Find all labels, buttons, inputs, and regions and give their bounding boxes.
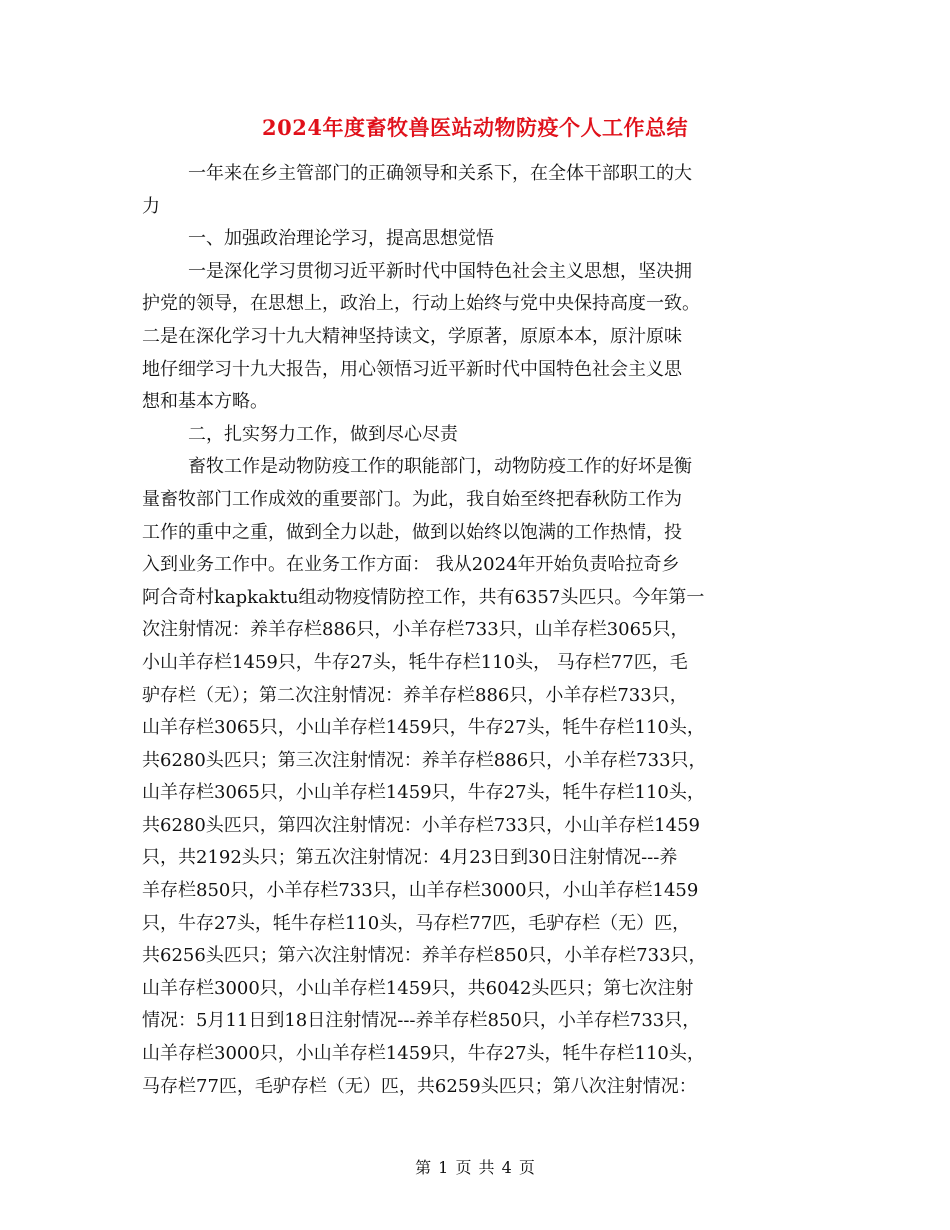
paragraph-line: 一年来在乡主管部门的正确领导和关系下，在全体干部职工的大 (188, 163, 692, 184)
paragraph-line: 羊存栏850只，小羊存栏733只，山羊存栏3000只，小山羊存栏1459 (142, 880, 699, 902)
paragraph-line: 入到业务工作中。在业务工作方面： 我从2024年开始负责哈拉奇乡 (142, 554, 680, 576)
paragraph-line: 驴存栏（无）；第二次注射情况：养羊存栏886只，小羊存栏733只， (142, 684, 688, 706)
paragraph-line: 只，牛存27头，牦牛存栏110头，马存栏77匹，毛驴存栏（无）匹， (142, 912, 691, 934)
paragraph-line: 小山羊存栏1459只，牛存27头，牦牛存栏110头， 马存栏77匹，毛 (142, 651, 688, 673)
paragraph-line: 情况：5月11日到18日注射情况---养羊存栏850只，小羊存栏733只， (142, 1010, 701, 1032)
paragraph-line: 地仔细学习十九大报告，用心领悟习近平新时代中国特色社会主义思 (142, 358, 682, 380)
paragraph-line: 工作的重中之重，做到全力以赴，做到以始终以饱满的工作热情，投 (142, 521, 682, 543)
page-footer: 第 1 页 共 4 页 (415, 1158, 535, 1177)
paragraph-line: 马存栏77匹，毛驴存栏（无）匹，共6259头匹只；第八次注射情况： (142, 1075, 697, 1097)
document-body (142, 158, 812, 1103)
paragraph-line: 只，共2192头只；第五次注射情况：4月23日到30日注射情况---养 (142, 847, 678, 869)
paragraph-line: 力 (142, 195, 160, 217)
paragraph-line: 山羊存栏3000只，小山羊存栏1459只，牛存27头，牦牛存栏110头， (142, 1043, 705, 1065)
paragraph-line: 山羊存栏3065只，小山羊存栏1459只，牛存27头，牦牛存栏110头， (142, 782, 705, 804)
paragraph-line: 共6280头匹只，第四次注射情况：小羊存栏733只，小山羊存栏1459 (142, 814, 700, 836)
paragraph-line: 山羊存栏3000只，小山羊存栏1459只，共6042头匹只；第七次注射 (142, 977, 694, 999)
paragraph-line: 量畜牧部门工作成效的重要部门。为此，我自始至终把春秋防工作为 (142, 488, 682, 510)
section-heading: 二，扎实努力工作，做到尽心尽责 (188, 423, 458, 445)
paragraph-line: 次注射情况：养羊存栏886只，小羊存栏733只，山羊存栏3065只， (142, 619, 689, 641)
document-title: 2024年度畜牧兽医站动物防疫个人工作总结 (262, 115, 688, 140)
paragraph-line: 阿合奇村kapkaktu组动物疫情防控工作，共有6357头匹只。今年第一 (142, 586, 705, 608)
paragraph-line: 共6256头匹只；第六次注射情况：养羊存栏850只，小羊存栏733只， (142, 945, 707, 967)
paragraph-line: 想和基本方略。 (142, 391, 268, 413)
paragraph-line: 一是深化学习贯彻习近平新时代中国特色社会主义思想，坚决拥 (188, 260, 692, 282)
paragraph-line: 二是在深化学习十九大精神坚持读文，学原著，原原本本，原汁原味 (142, 325, 682, 347)
paragraph-line: 共6280头匹只；第三次注射情况：养羊存栏886只，小羊存栏733只， (142, 749, 707, 771)
paragraph-line: 畜牧工作是动物防疫工作的职能部门，动物防疫工作的好坏是衡 (188, 456, 692, 478)
section-heading: 一、加强政治理论学习，提高思想觉悟 (188, 228, 494, 250)
paragraph-line: 山羊存栏3065只，小山羊存栏1459只，牛存27头，牦牛存栏110头， (142, 717, 705, 739)
paragraph-line: 护党的领导，在思想上，政治上，行动上始终与党中央保持高度一致。 (142, 293, 700, 315)
